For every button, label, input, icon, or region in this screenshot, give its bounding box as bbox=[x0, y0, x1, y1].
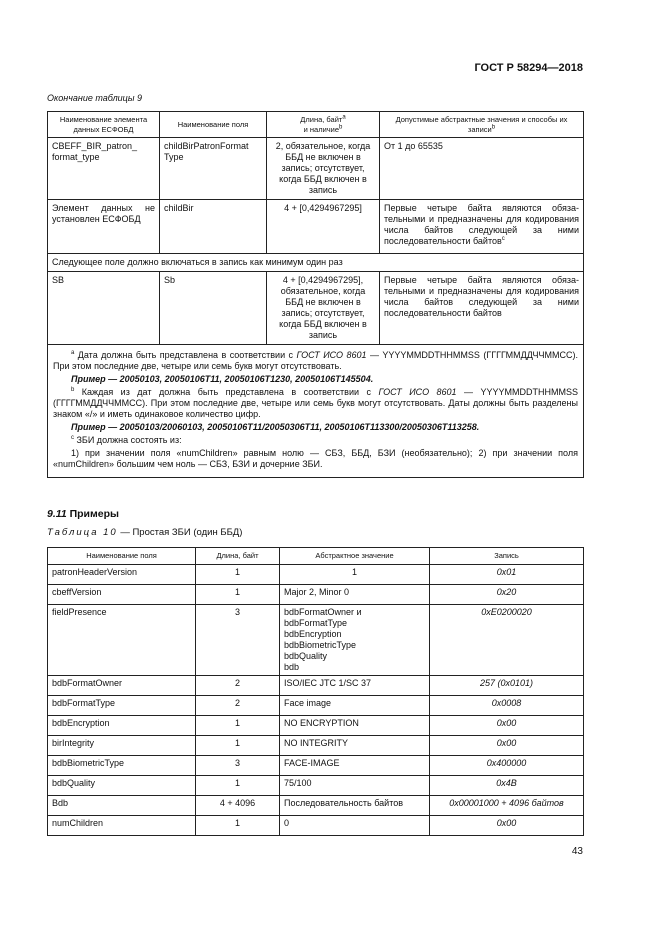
table-cell: Face image bbox=[280, 695, 430, 715]
footnote-b bbox=[53, 387, 578, 420]
table-cell: От 1 до 65535 bbox=[380, 138, 584, 200]
table-cell: 0x00 bbox=[430, 815, 584, 835]
table-row bbox=[48, 200, 584, 254]
table-cell: 4 + 4096 bbox=[196, 795, 280, 815]
table-cell: 0x400000 bbox=[430, 755, 584, 775]
table-row bbox=[48, 715, 584, 735]
table-row bbox=[48, 138, 584, 200]
table-row bbox=[48, 815, 584, 835]
table-cell: childBir bbox=[160, 200, 267, 254]
table-row bbox=[48, 584, 584, 604]
table-cell: bdbFormatOwner bbox=[48, 675, 196, 695]
table-cell: 4 + [0,4294967295] bbox=[267, 200, 380, 254]
table-cell: Bdb bbox=[48, 795, 196, 815]
page-number: 43 bbox=[571, 846, 583, 857]
table-header-row bbox=[48, 548, 584, 565]
table-cell: 0x20 bbox=[430, 584, 584, 604]
column-header-line: и наличие bbox=[303, 124, 340, 134]
table-cell bbox=[380, 200, 584, 254]
footnote-b-example: Пример — 20050103/20060103, 20050106T11/20050306T11, 20050106T113300/20050306T113258. bbox=[71, 422, 480, 432]
table-caption bbox=[47, 527, 242, 538]
footnote-c-list: 1) при значении поля «numChildren» равным нолю — СБЗ, ББД, БЗИ (необязательно); 2) при значении поля «numChildren» большим чем ноль — СБЗ, БЗИ и дочерние ЗБИ. bbox=[53, 448, 578, 469]
table-continuation-label: Окончание таблицы 9 bbox=[47, 93, 142, 103]
table-cell: 2, обязательное, когда ББД не включен в запись; отсутствует, когда ББД включен в запись bbox=[267, 138, 380, 200]
table-row bbox=[48, 755, 584, 775]
table-cell: ISO/IEC JTC 1/SC 37 bbox=[280, 675, 430, 695]
table-cell: 0x4B bbox=[430, 775, 584, 795]
cell-text: Первые четыре байта являются обязательными и предназначены для кодирования числа байтов следующей за ними последовательности байтов bbox=[384, 203, 579, 246]
table-cell: 1 bbox=[196, 715, 280, 735]
table-cell: 0 bbox=[280, 815, 430, 835]
table-cell: Последовательность байтов bbox=[280, 795, 430, 815]
column-header: Длина, байт bbox=[196, 548, 280, 565]
table-row bbox=[48, 695, 584, 715]
table-row bbox=[48, 254, 584, 272]
table-cell: 2 bbox=[196, 675, 280, 695]
table-cell: 1 bbox=[196, 775, 280, 795]
column-header: Запись bbox=[430, 548, 584, 565]
table-cell: 0x00 bbox=[430, 715, 584, 735]
table-row bbox=[48, 675, 584, 695]
table-row bbox=[48, 604, 584, 675]
table-notes-row bbox=[48, 345, 584, 478]
section-number: 9.11 bbox=[47, 508, 67, 520]
table-cell: Элемент данных не установлен ЕСФОБД bbox=[48, 200, 160, 254]
table-cell: 1 bbox=[280, 564, 430, 584]
footnote-mark: c bbox=[501, 236, 505, 242]
table-cell: bdbFormatOwner и bdbFormatType bdbEncryption bdbBiometricType bdbQuality bdb bbox=[280, 604, 430, 675]
column-header: Наименование поля bbox=[48, 548, 196, 565]
table-cell: 4 + [0,4294967295], обязательное, когда ББД не включен в запись; отсутствует, когда ББД включен в запись bbox=[267, 272, 380, 345]
table-cell: Первые четыре байта являются обязательными и предназначены для кодирования числа байтов следующей за ними последовательности байтов bbox=[380, 272, 584, 345]
column-header-line: Длина, байт bbox=[300, 115, 343, 124]
footnote-a-example: Пример — 20050103, 20050106T11, 20050106T1230, 20050106T145504. bbox=[71, 374, 374, 384]
note-text: — YYYYMMDDTHHMMSS (ГГГГММДДЧЧММСС). При этом последние две, четыре или семь букв могут отсутствовать. bbox=[53, 350, 578, 371]
table-row bbox=[48, 272, 584, 345]
table-row bbox=[48, 564, 584, 584]
table-cell: 0xE0200020 bbox=[430, 604, 584, 675]
footnote-a bbox=[53, 350, 578, 372]
table-cell: childBirPatronFormat Type bbox=[160, 138, 267, 200]
footnote-mark: b bbox=[491, 124, 496, 130]
table-9 bbox=[47, 111, 584, 478]
table-cell: NO ENCRYPTION bbox=[280, 715, 430, 735]
table-cell: numChildren bbox=[48, 815, 196, 835]
footnote-mark: b bbox=[71, 387, 75, 393]
table-cell: 0x00001000 + 4096 байтов bbox=[430, 795, 584, 815]
table-notes bbox=[48, 345, 584, 478]
footnote-mark: а bbox=[71, 350, 75, 356]
table-cell: SB bbox=[48, 272, 160, 345]
table-cell: bdbFormatType bbox=[48, 695, 196, 715]
table-cell: birIntegrity bbox=[48, 735, 196, 755]
column-header: Наименование элемента данных ЕСФОБД bbox=[48, 112, 160, 138]
table-cell: Major 2, Minor 0 bbox=[280, 584, 430, 604]
table-cell: 1 bbox=[196, 735, 280, 755]
column-header: Наименование поля bbox=[160, 112, 267, 138]
table-cell: cbeffVersion bbox=[48, 584, 196, 604]
table-10 bbox=[47, 547, 584, 836]
note-text: Дата должна быть представлена в соответствии с bbox=[74, 350, 297, 360]
footnote-mark: c bbox=[71, 435, 74, 441]
footnote-mark: b bbox=[339, 124, 343, 130]
table-cell: 1 bbox=[196, 564, 280, 584]
table-caption-label: Таблица 10 bbox=[47, 527, 118, 538]
standard-reference: ГОСТ ИСО 8601 bbox=[378, 387, 457, 397]
section-title: Примеры bbox=[69, 508, 119, 520]
note-text: — YYYYMMDDTHHMMSS (ГГГГММДДЧЧММСС). При этом последние две, четыре или семь букв могут отсутствовать. Даты должны быть разделены знаком «/» и иметь одинаковое количество цифр. bbox=[53, 387, 579, 419]
column-header bbox=[380, 112, 584, 138]
column-header-text: Допустимые абстрактные значения и способы их записи bbox=[395, 115, 568, 134]
table-cell: patronHeaderVersion bbox=[48, 564, 196, 584]
table-cell: 1 bbox=[196, 584, 280, 604]
document-code: ГОСТ Р 58294—2018 bbox=[474, 62, 583, 74]
table-row bbox=[48, 795, 584, 815]
table-cell: 0x0008 bbox=[430, 695, 584, 715]
footnote-mark: а bbox=[342, 114, 346, 121]
table-cell: FACE-IMAGE bbox=[280, 755, 430, 775]
table-cell: 75/100 bbox=[280, 775, 430, 795]
footnote-c bbox=[53, 435, 578, 446]
table-span-cell: Следующее поле должно включаться в запись как минимум один раз bbox=[48, 254, 584, 272]
table-caption-text: — Простая ЗБИ (один ББД) bbox=[117, 527, 243, 538]
table-cell: NO INTEGRITY bbox=[280, 735, 430, 755]
table-cell: bdbQuality bbox=[48, 775, 196, 795]
column-header bbox=[267, 112, 380, 138]
table-header-row bbox=[48, 112, 584, 138]
table-row bbox=[48, 735, 584, 755]
table-cell: 3 bbox=[196, 604, 280, 675]
table-cell: bdbBiometricType bbox=[48, 755, 196, 775]
table-cell: CBEFF_BIR_patron_ format_type bbox=[48, 138, 160, 200]
table-cell: 2 bbox=[196, 695, 280, 715]
section-heading bbox=[47, 508, 119, 520]
table-cell: 0x01 bbox=[430, 564, 584, 584]
table-cell: 1 bbox=[196, 815, 280, 835]
table-cell: 3 bbox=[196, 755, 280, 775]
table-cell: Sb bbox=[160, 272, 267, 345]
note-text: ЗБИ должна состоять из: bbox=[74, 435, 182, 445]
note-text: Каждая из дат должна быть представлена в соответствии с bbox=[74, 387, 379, 397]
standard-reference: ГОСТ ИСО 8601 bbox=[296, 350, 367, 360]
table-cell: 257 (0x0101) bbox=[430, 675, 584, 695]
column-header: Абстрактное значение bbox=[280, 548, 430, 565]
table-cell: bdbEncryption bbox=[48, 715, 196, 735]
table-row bbox=[48, 775, 584, 795]
table-cell: 0x00 bbox=[430, 735, 584, 755]
table-cell: fieldPresence bbox=[48, 604, 196, 675]
